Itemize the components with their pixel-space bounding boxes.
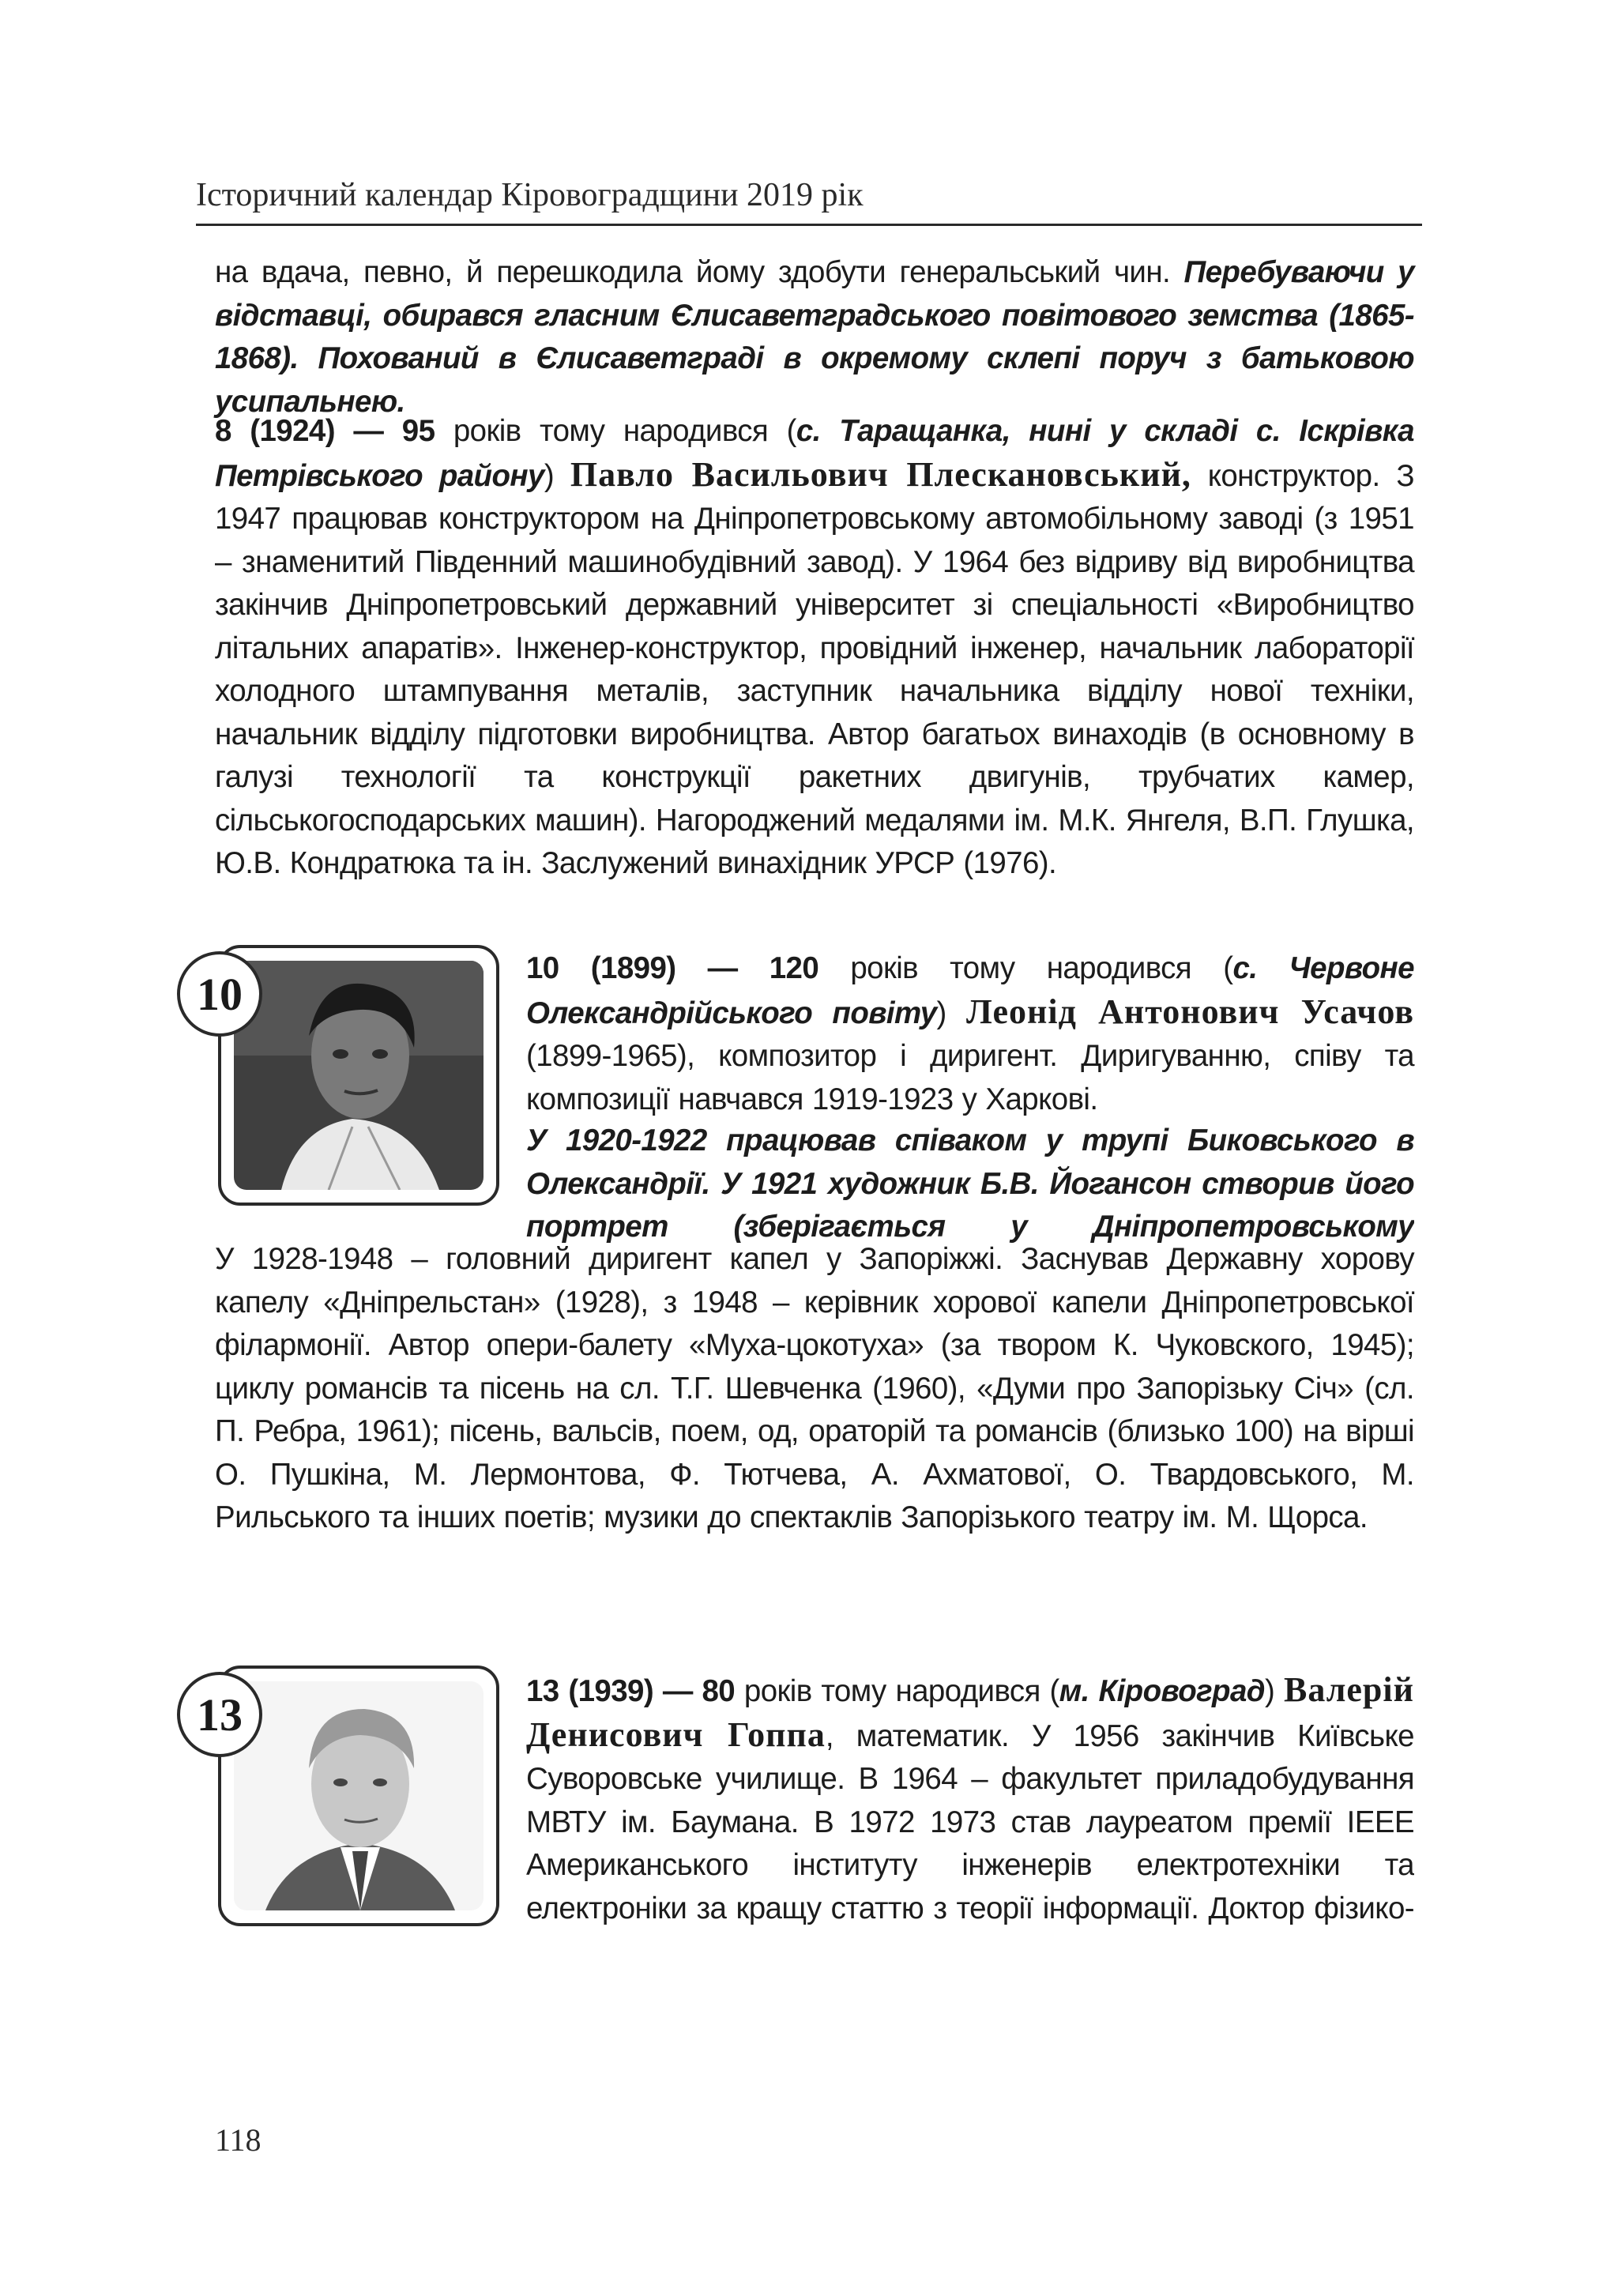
person-name: Валерій Денисович Гоппа [526,1670,1414,1754]
entry-date: 8 (1924) — 95 [215,414,435,448]
header-rule [196,224,1422,226]
entry-years-text: років тому народився ( [818,951,1233,985]
entry-after-place: ) [936,996,967,1030]
person-name: Павло Васильович Плескановський, [570,454,1191,494]
portrait-image [234,1681,484,1910]
entry-text: (1899-1965), композитор і диригент. Диригуванню, співу та композиції навчався 1919-1923 у Харкові. [526,1039,1414,1116]
entry-plekanovsky [215,410,1414,886]
entry-after-place: ) [544,458,570,493]
entry-birthplace: м. Кіровоград [1059,1674,1265,1708]
entry-usachov-top [526,947,1414,1121]
portrait-goppa [234,1681,484,1910]
entry-goppa-top [526,1669,1414,1926]
entry-years-text: років тому народився ( [735,1674,1059,1708]
portrait-usachov [234,961,484,1190]
entry-date: 10 (1899) — 120 [526,951,819,985]
date-badge-13: 13 [177,1672,262,1757]
page-number: 118 [215,2122,262,2158]
entry-birthplace: с. Таращанка, нині у складі с. Іскрівка Петрівського району [215,414,1414,493]
running-header: Історичний календар Кіровоградщини 2019 рік [196,177,864,213]
entry-text: , математик. У 1956 закінчив Київське Суворовське училище. В 1964 – факультет приладобудування МВТУ ім. Баумана. В 1972 1973 став лауреатом премії IEEE Американського інституту інженерів електротехніки та електроніки за кращу статтю з теорії інформації. Доктор фізико- [526,1718,1414,1925]
intro-paragraph [215,251,1414,423]
entry-usachov-rest [215,1238,1414,1540]
entry-text-continued: У 1928-1948 – головний диригент капел у Запоріжжі. Заснував Державну хорову капелу «Дніпрельстан» (1928), з 1948 – керівник хорової капели Дніпропетровської філармонії. Автор опери-балету «Муха-цокотуха» (за твором К. Чуковского, 1945); циклу романсів та пісень на сл. Т.Г. Шевченка (1960), «Думи про Запорізьку Січ» (сл. П. Ребра, 1961); пісень, вальсів, поем, од, ораторій та романсів (близько 100) на вірші О. Пушкіна, М. Лермонтова, Ф. Тютчева, А. Ахматової, О. Твардовського, М. Рильського та інших поетів; музики до спектаклів Запорізького театру ім. М. Щорса. [215,1242,1414,1534]
entry-italic-text: У 1920-1922 працював співаком у трупі Биковського в Олександрії. У 1921 художник Б.В. Йогансон створив його портрет (зберігається у Дніпропетровському [526,1124,1414,1244]
entry-after-place: ) [1265,1674,1284,1708]
entry-birthplace: с. Червоне Олександрійського повіту [526,951,1414,1030]
entry-date: 13 (1939) — 80 [526,1674,736,1708]
person-name: Леонід Антонович Усачов [966,992,1414,1031]
entry-text: конструктор. З 1947 працював конструктором на Дніпропетровському автомобільному заводі (з 1951 – знаменитий Південний машинобудівний завод). У 1964 без відриву від виробництва закінчив Дніпропетровський державний університет зі спеціальності «Виробництво літальних апаратів». Інженер-конструктор, провідний інженер, начальник лабораторії холодного штампування металів, заступник начальника відділу нової техніки, начальник відділу підготовки виробництва. Автор багатьох винаходів (в основному в галузі технології та конструкції ракетних двигунів, трубчатих камер, сільськогосподарських машин). Нагороджений медалями ім. М.К. Янгеля, В.П. Глушка, Ю.В. Кондратюка та ін. Заслужений винахідник УРСР (1976). [215,458,1414,880]
intro-italic-text: Перебуваючи у відставці, обирався гласним Єлисаветградського повітового земства (1865-1868). Похований в Єлисаветграді в окремому склепі поруч з батьковою усипальнею. [215,255,1414,419]
entry-usachov-italic [526,1120,1414,1248]
portrait-image [234,961,484,1190]
entry-years-text: років тому народився ( [435,414,796,448]
date-badge-10: 10 [177,951,262,1037]
intro-text: на вдача, певно, й перешкодила йому здобути генеральський чин. [215,255,1184,289]
